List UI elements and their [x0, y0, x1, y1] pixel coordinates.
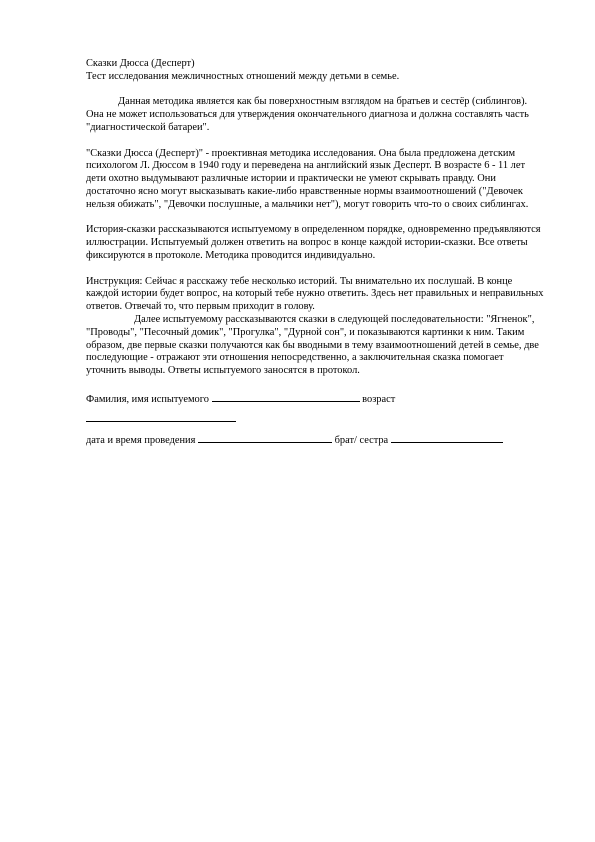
form-row-name — [86, 391, 546, 407]
paragraph-intro: Данная методика является как бы поверхностным взглядом на братьев и сестёр (сиблингов). Она не может использоваться для утверждения окончательного диагноза и должна составлять часть "диагностической батареи". — [86, 96, 529, 133]
paragraph-description: "Сказки Дюсса (Десперт)" - проективная методика исследования. Она была предложена детским психологом Л. Дюссом в 1940 году и переведена на английский язык Десперт. В возрасте 6 - 11 лет дети охотно выдумывают различные истории и практически не умеют скрывать правду. Они достаточно ясно могут высказывать какие-либо нравственные нормы взаимоотношений ("Девочек нельзя обижать", "Девочки послушные, а мальчики нет"), могут говорить что-то о своих сиблингах. — [86, 147, 529, 210]
form-row-date — [86, 432, 546, 448]
sibling-field-line[interactable] — [391, 432, 503, 443]
doc-title: Сказки Дюсса (Десперт) — [86, 58, 195, 69]
date-label: дата и время проведения — [86, 435, 196, 447]
name-label: Фамилия, имя испытуемого — [86, 393, 209, 405]
sibling-label: брат/ сестра — [334, 435, 389, 447]
age-field-line[interactable] — [86, 411, 236, 422]
paragraph-procedure: История-сказки рассказываются испытуемому в определенном порядке, одновременно предъявляются иллюстрации. Испытуемый должен ответить на вопрос в конце каждой истории-сказки. Все ответы фиксируются в протоколе. Методика проводится индивидуально. — [86, 224, 541, 261]
form-row-name-continue — [86, 411, 546, 427]
form-section — [86, 391, 546, 448]
age-label: возраст — [362, 393, 396, 405]
paragraph-instruction: Инструкция: Сейчас я расскажу тебе несколько историй. Ты внимательно их послушай. В конце каждой истории будет вопрос, на который тебе нужно ответить. Здесь нет правильных и неправильных ответов. Отвечай то, что первым приходит в голову. — [86, 275, 544, 313]
date-field-line[interactable] — [198, 432, 332, 443]
paragraph-sequence: Далее испытуемому рассказываются сказки в следующей последовательности: "Ягненок", "Проводы", "Песочный домик", "Прогулка", "Дурной сон", и показываются картинки к ним. Таким образом, две первые сказки получаются как бы вводными в тему взаимоотношений детей в семье, две последующие - отражают эти отношения непосредственно, а заключительная сказка помогает уточнить выводы. Ответы испытуемого заносятся в протокол. — [86, 313, 539, 377]
document-page — [86, 58, 546, 448]
name-field-line[interactable] — [212, 391, 360, 402]
doc-subtitle: Тест исследования межличностных отношений между детьми в семье. — [86, 70, 400, 82]
